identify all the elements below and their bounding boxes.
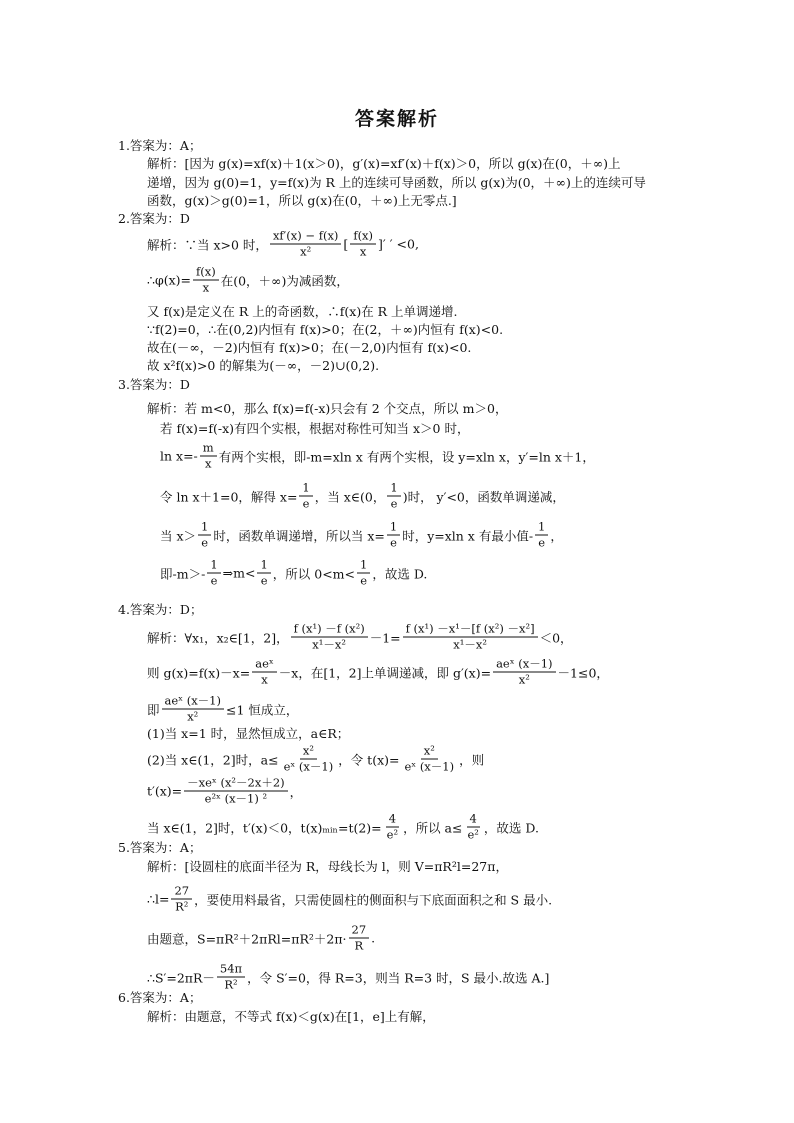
text-run: ∴S′=2πR－	[147, 970, 215, 985]
numerator: 27	[349, 923, 370, 939]
text-run: 解析：∀x₁，x₂∈[1，2]，	[147, 630, 289, 645]
text-line	[160, 481, 565, 512]
text-run: －1≤0，	[557, 665, 609, 680]
text-run: ，则	[459, 752, 485, 767]
text-run: 时，y=xln x 有最小值-	[402, 528, 534, 543]
denominator: eˣ (x－1)	[283, 759, 334, 774]
denominator: e²	[467, 827, 479, 842]
text-run: 若 f(x)=f(-x)有四个实根，根据对称性可知当 x＞0 时，	[160, 421, 470, 436]
text-run: 故在(－∞，－2)内恒有 f(x)>0；在(－2,0)内恒有 f(x)<0.	[147, 340, 472, 355]
text-line	[160, 558, 427, 589]
numerator: 4	[386, 812, 399, 828]
text-run: 1.答案为：A；	[118, 138, 202, 153]
numerator: m	[200, 441, 217, 457]
text-run: ]′ ′ <0,	[378, 236, 419, 252]
denominator: e²ˣ (x－1) ²	[204, 791, 268, 806]
text-run: 由题意，S=πR²＋2πRl=πR²＋2π·	[147, 931, 347, 946]
text-line	[147, 657, 609, 688]
fraction	[270, 229, 341, 260]
fraction	[357, 558, 370, 589]
text-line	[160, 419, 469, 437]
text-run: －1=	[369, 630, 401, 645]
fraction	[387, 520, 400, 551]
numerator: 1	[357, 558, 370, 574]
text-run: ，要使用料最省，只需使圆柱的侧面积与下底面面积之和 S 最小.	[194, 892, 553, 907]
fraction	[403, 622, 538, 653]
numerator: 4	[467, 812, 480, 828]
text-line	[147, 923, 375, 954]
text-run: ≤1 恒成立，	[225, 702, 299, 717]
text-run: 即-m＞-	[160, 566, 206, 581]
denominator: e	[360, 573, 368, 588]
text-line	[147, 173, 646, 191]
denominator: e	[390, 535, 397, 550]
fraction	[193, 265, 219, 296]
text-line	[118, 988, 201, 1006]
denominator: x²	[187, 709, 199, 724]
fraction	[198, 520, 211, 551]
text-run: 解析：由题意，不等式 f(x)＜g(x)在[1，e]上有解，	[147, 1009, 435, 1024]
numerator: 1	[535, 520, 548, 536]
fraction	[184, 776, 288, 807]
numerator: x²	[300, 744, 317, 760]
text-line	[160, 520, 563, 551]
text-line	[118, 209, 190, 227]
text-run: ∵f(2)=0，∴在(0,2)内恒有 f(x)>0；在(2，＋∞)内恒有 f(x)<0.	[147, 322, 504, 337]
text-run: 又 f(x)是定义在 R 上的奇函数，∴f(x)在 R 上单调递增.	[147, 304, 458, 319]
text-run: 解析：[设圆柱的底面半径为 R，母线长为 l，则 V=πR²l=27π，	[147, 859, 508, 874]
numerator: 1	[387, 520, 400, 536]
text-line	[147, 812, 539, 843]
text-run: 函数，g(x)＞g(0)=1，所以 g(x)在(0，＋∞)上无零点.]	[147, 193, 457, 208]
text-run: ，令 S′=0，得 R=3，则当 R=3 时，S 最小.故选 A.]	[247, 970, 550, 985]
text-run: 当 x∈(1，2]时，t′(x)＜0，t(x)ₘᵢₙ=t(2)=	[147, 820, 382, 835]
text-run: 故 x²f(x)>0 的解集为(－∞，－2)∪(0,2).	[147, 358, 380, 373]
text-run: ，	[550, 528, 563, 543]
text-line	[147, 744, 484, 775]
text-line	[147, 229, 419, 260]
text-run: t′(x)=	[147, 783, 183, 799]
denominator: x	[261, 672, 268, 687]
text-run: ，故选 D.	[372, 566, 428, 581]
text-run: 有两个实根，即-m=xln x 有两个实根，设 y=xln x，y′=ln x＋1，	[218, 449, 595, 464]
text-run: 5.答案为：A；	[118, 840, 202, 855]
fraction	[281, 744, 337, 775]
text-line	[147, 320, 503, 338]
fraction	[387, 481, 400, 512]
fraction	[291, 622, 368, 653]
denominator: R²	[224, 977, 238, 992]
text-line	[118, 600, 202, 618]
text-run: 6.答案为：A；	[118, 990, 202, 1005]
text-run: 2.答案为：D	[118, 211, 190, 226]
denominator: eˣ (x－1)	[404, 759, 455, 774]
denominator: x	[359, 244, 367, 259]
text-run: 即	[147, 702, 160, 717]
text-run: ，所以 0<m<	[272, 566, 356, 581]
text-line	[147, 622, 573, 653]
fraction	[349, 923, 370, 954]
numerator: 1	[387, 481, 400, 497]
text-run: ∴φ(x)=	[147, 272, 191, 288]
numerator: aeˣ (x－1)	[493, 657, 555, 673]
numerator: 1	[207, 558, 220, 574]
text-run: ，	[289, 784, 303, 799]
text-run: 3.答案为：D	[118, 377, 190, 392]
fraction	[535, 520, 548, 551]
denominator: x	[204, 456, 212, 471]
fraction	[401, 744, 457, 775]
fraction	[299, 481, 312, 512]
numerator: 1	[257, 558, 270, 574]
denominator: R²	[175, 899, 189, 914]
text-line	[147, 399, 507, 417]
fraction	[217, 962, 245, 993]
text-line	[160, 441, 595, 472]
denominator: x²	[518, 672, 530, 687]
text-line	[147, 724, 349, 742]
text-run: －x，在[1，2]上单调递减，即 g′(x)=	[278, 665, 492, 680]
text-run: 解析：[因为 g(x)=xf(x)＋1(x＞0)，g′(x)=xf′(x)＋f(x)＞0，所以 g(x)在(0，＋∞)上	[147, 156, 621, 171]
fraction	[464, 812, 481, 843]
numerator: －xeˣ (x²－2x＋2)	[184, 776, 288, 792]
text-line	[147, 962, 549, 993]
text-run: 解析：∵当 x>0 时，	[147, 237, 268, 252]
denominator: e	[538, 535, 546, 550]
fraction	[200, 441, 217, 472]
numerator: f (x¹) －f (x²)	[291, 622, 368, 638]
fraction	[257, 558, 270, 589]
fraction	[252, 657, 277, 688]
numerator: f(x)	[350, 229, 376, 245]
numerator: 27	[171, 884, 192, 900]
text-line	[147, 776, 302, 807]
text-run: )时， y′<0，函数单调递减，	[402, 489, 565, 504]
numerator: 54π	[217, 962, 245, 978]
numerator: 1	[299, 481, 312, 497]
text-line	[147, 1007, 435, 1025]
text-run: 时，函数单调递增，所以当 x=	[213, 528, 385, 543]
text-line	[147, 154, 621, 172]
denominator: e	[260, 573, 268, 588]
denominator: x¹－x²	[453, 637, 487, 652]
text-run: ln x=-	[160, 448, 198, 464]
denominator: e	[302, 496, 310, 511]
text-run: (2)当 x∈(1，2]时，a≤	[147, 752, 279, 767]
numerator: 1	[198, 520, 211, 536]
numerator: x²	[421, 744, 438, 760]
fraction	[171, 884, 192, 915]
numerator: xf′(x) − f(x)	[270, 229, 341, 245]
denominator: x	[202, 280, 210, 295]
text-run: 解析：若 m<0，那么 f(x)=f(-x)只会有 2 个交点，所以 m＞0，	[147, 401, 508, 416]
text-line	[118, 838, 201, 856]
text-run: 4.答案为：D；	[118, 602, 203, 617]
denominator: x¹－x²	[312, 637, 346, 652]
text-run: ⇒m<	[222, 565, 256, 581]
fraction	[493, 657, 555, 688]
text-run: 在(0，＋∞)为减函数，	[220, 273, 349, 288]
text-run: 令 ln x＋1=0，解得 x=	[160, 489, 298, 504]
fraction	[162, 694, 224, 725]
text-run: ＜0，	[539, 630, 573, 645]
text-line	[147, 302, 458, 320]
text-line	[147, 694, 298, 725]
numerator: aeˣ	[252, 657, 277, 673]
numerator: f (x¹) －x¹－[f (x²) －x²]	[403, 622, 538, 638]
text-line	[147, 857, 508, 875]
text-run: .	[371, 930, 376, 946]
text-line	[147, 265, 349, 296]
text-line	[147, 338, 471, 356]
denominator: e	[210, 573, 218, 588]
text-run: ∴l=	[147, 891, 170, 907]
text-run: (1)当 x=1 时，显然恒成立，a∈R；	[147, 726, 350, 741]
text-line	[118, 375, 190, 393]
text-line	[147, 884, 552, 915]
denominator: R	[354, 938, 364, 953]
text-run: 则 g(x)=f(x)－x=	[147, 665, 251, 680]
denominator: x²	[300, 244, 312, 259]
page-title: 答案解析	[354, 108, 439, 130]
text-run: 当 x＞	[160, 528, 197, 543]
fraction	[207, 558, 220, 589]
fraction	[350, 229, 376, 260]
text-run: [	[343, 236, 349, 252]
text-run: ，令 t(x)=	[338, 752, 400, 767]
text-line	[147, 191, 457, 209]
denominator: e²	[386, 827, 399, 842]
denominator: e	[390, 496, 398, 511]
text-line	[147, 356, 379, 374]
denominator: e	[201, 535, 209, 550]
text-run: ，故选 D.	[483, 820, 539, 835]
text-line	[118, 136, 201, 154]
text-run: ，所以 a≤	[403, 820, 463, 835]
numerator: f(x)	[193, 265, 219, 281]
numerator: aeˣ (x－1)	[162, 694, 224, 710]
fraction	[384, 812, 401, 843]
text-run: ，当 x∈(0，	[314, 489, 386, 504]
text-run: 递增，因为 g(0)=1，y=f(x)为 R 上的连续可导函数，所以 g(x)为(0，＋∞)上的连续可导	[147, 175, 646, 190]
